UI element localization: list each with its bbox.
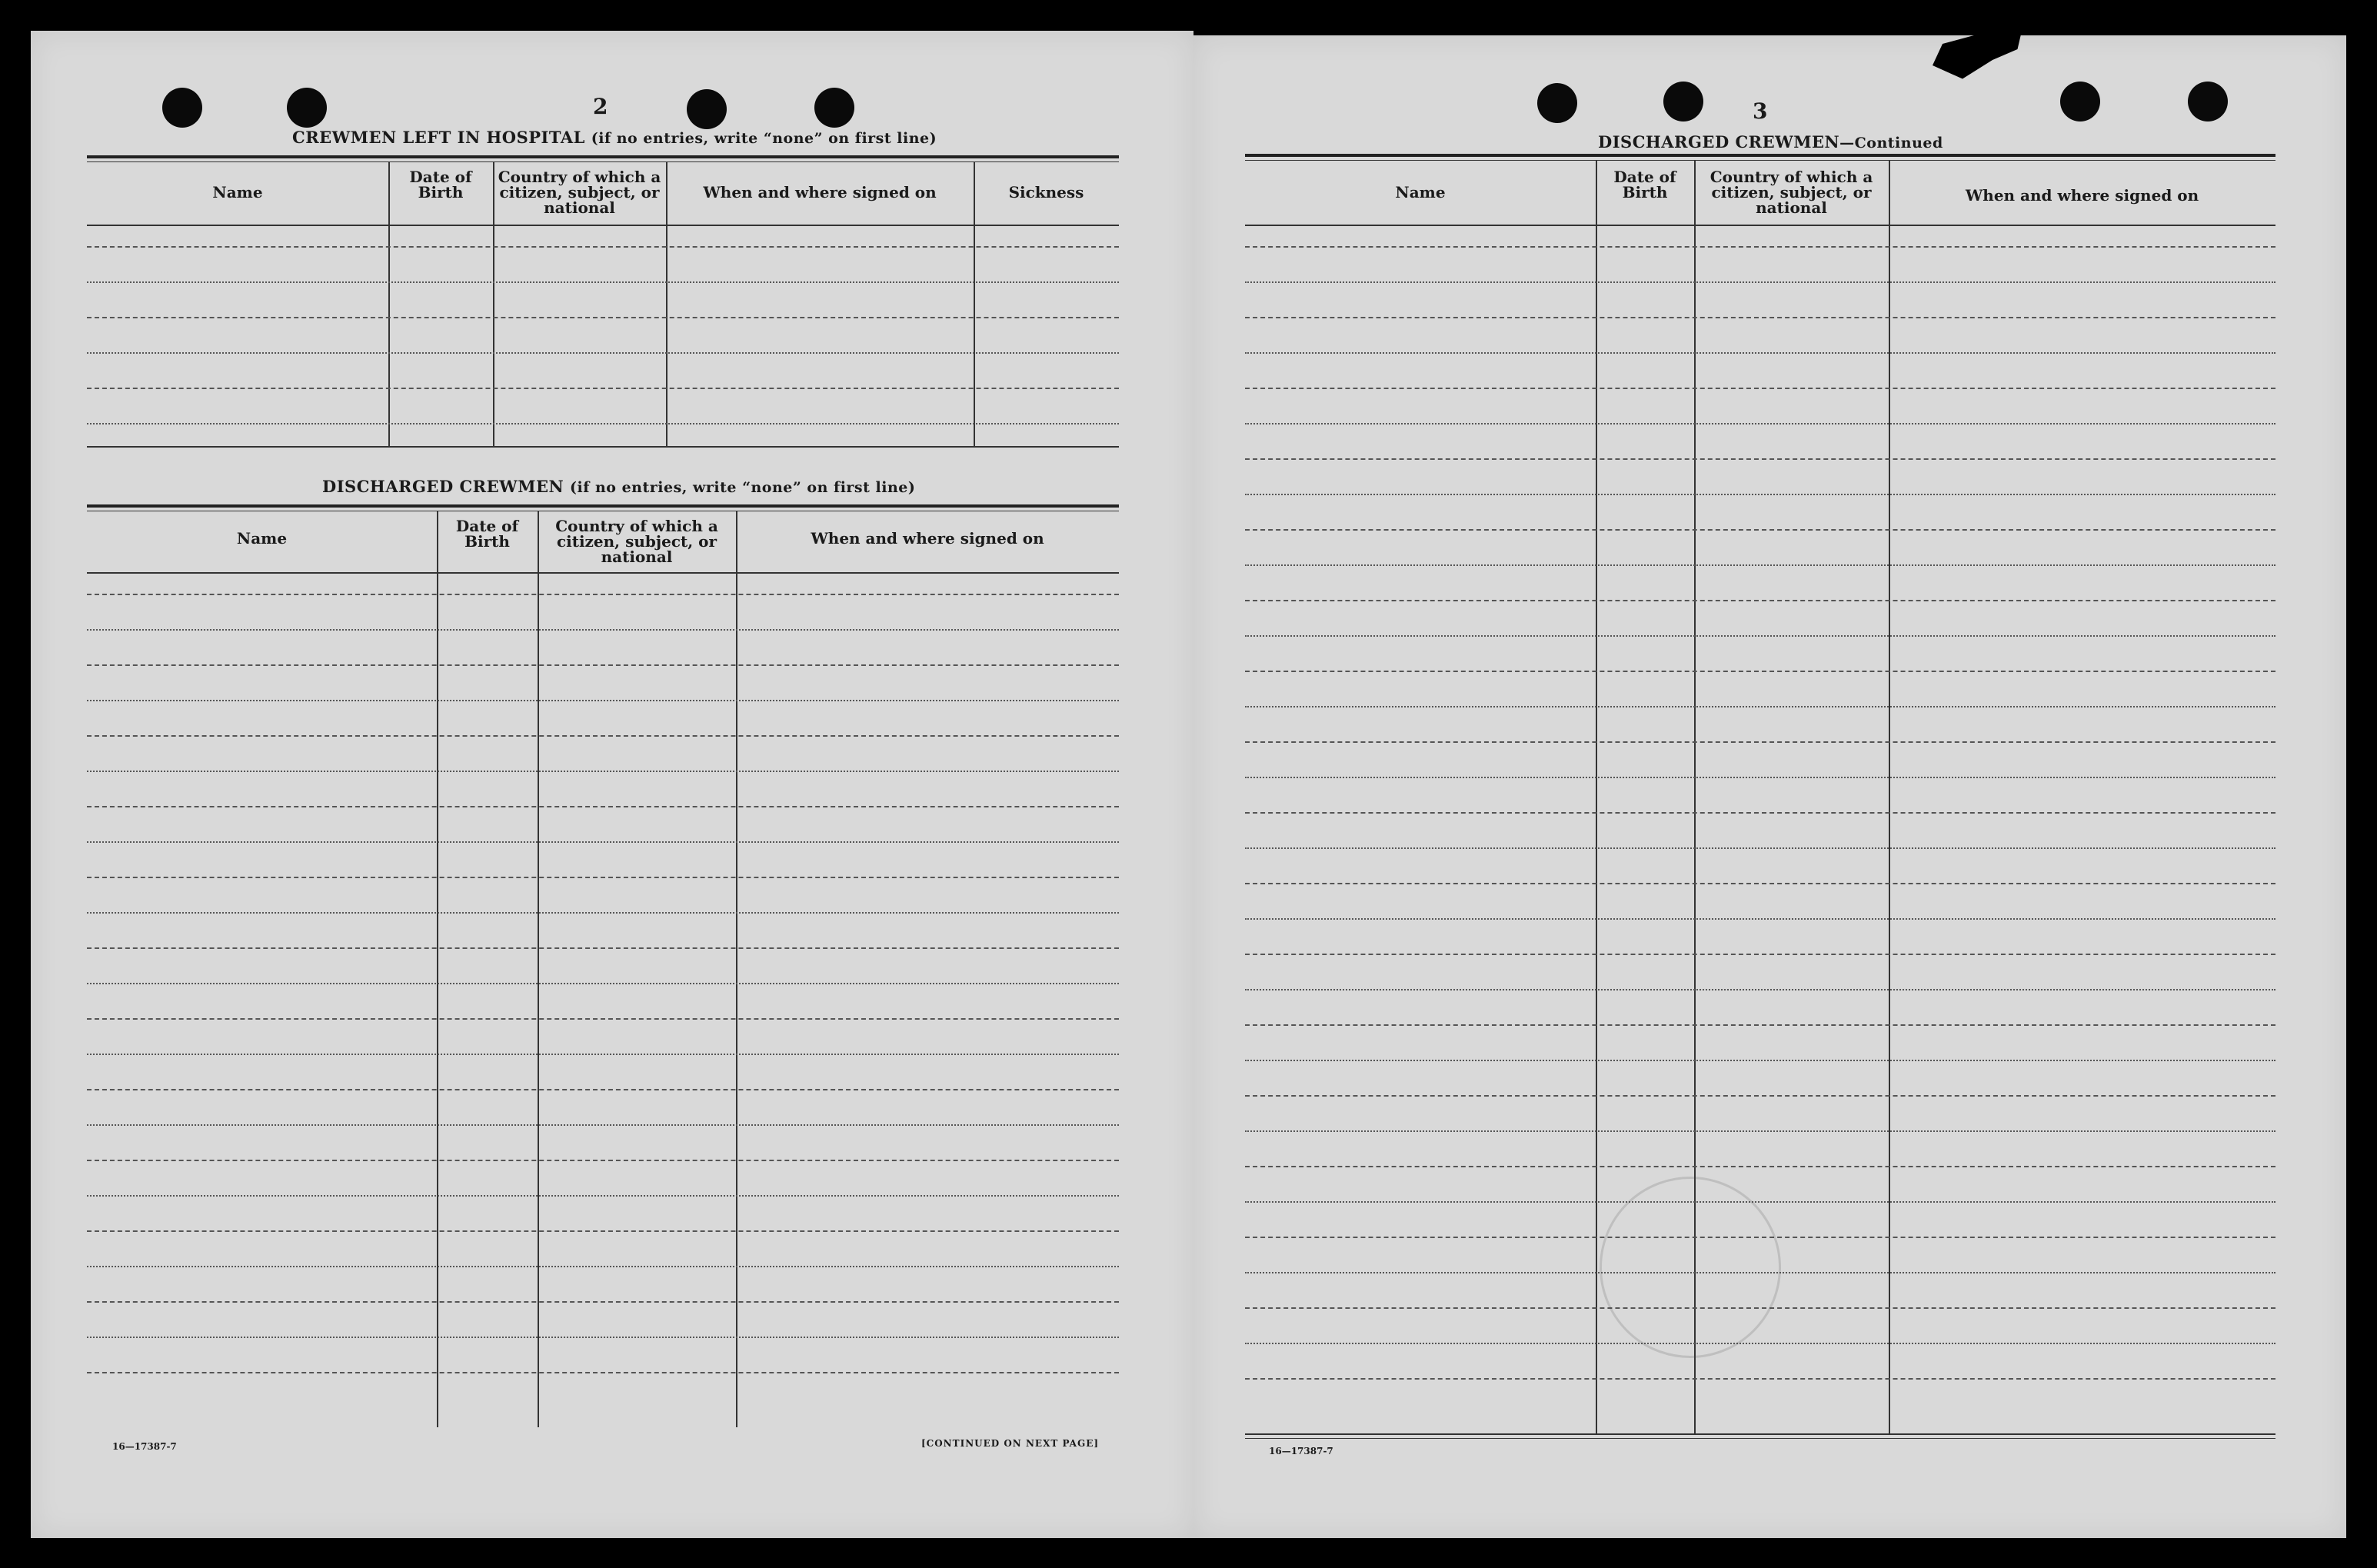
punch-hole (687, 89, 727, 129)
entry-line[interactable] (1245, 1095, 2275, 1097)
entry-line[interactable] (87, 806, 1119, 807)
entry-line[interactable] (87, 1018, 1119, 1020)
punch-hole (2060, 82, 2100, 122)
entry-line[interactable] (87, 317, 1119, 318)
entry-line[interactable] (87, 912, 1119, 914)
entry-line[interactable] (1245, 317, 2275, 318)
column-header-date-of-birth: Date of Birth (1613, 168, 1676, 201)
form-code: 16—17387-7 (112, 1441, 177, 1452)
punch-hole (2188, 82, 2228, 122)
entry-line[interactable] (87, 1124, 1119, 1126)
entry-line[interactable] (87, 735, 1119, 737)
discharged-continued-title (1598, 132, 1943, 151)
entry-line[interactable] (1245, 458, 2275, 460)
entry-line[interactable] (87, 594, 1119, 595)
column-header-date-of-birth: Date of Birth (455, 517, 519, 551)
entry-line[interactable] (1245, 777, 2275, 778)
entry-line[interactable] (87, 841, 1119, 843)
column-header-date-of-birth: Date of Birth (409, 168, 472, 201)
entry-line[interactable] (1245, 529, 2275, 531)
punch-hole (1537, 83, 1577, 123)
discharged-title-text: DISCHARGED CREWMEN (322, 477, 564, 496)
entry-line[interactable] (1245, 1024, 2275, 1026)
hospital-subtitle-text: (if no entries, write “none” on first line) (591, 130, 937, 147)
column-header-country: Country of which a citizen, subject, or national (498, 168, 661, 217)
entry-line[interactable] (1245, 1130, 2275, 1132)
faded-stamp (1600, 1177, 1781, 1358)
entry-line[interactable] (1245, 423, 2275, 424)
entry-line[interactable] (1245, 1166, 2275, 1167)
punch-hole (162, 88, 202, 128)
hospital-title-text: CREWMEN LEFT IN HOSPITAL (292, 128, 585, 147)
column-header-name: Name (212, 183, 263, 201)
entry-line[interactable] (1245, 883, 2275, 884)
column-header-signed-on: When and where signed on (811, 529, 1044, 548)
entry-line[interactable] (87, 352, 1119, 354)
entry-line[interactable] (1245, 812, 2275, 814)
page-number: 2 (593, 94, 608, 119)
entry-line[interactable] (87, 1372, 1119, 1373)
form-page-2 (31, 31, 1193, 1538)
entry-line[interactable] (87, 388, 1119, 389)
column-header-signed-on: When and where signed on (1965, 186, 2199, 205)
entry-line[interactable] (87, 1089, 1119, 1090)
entry-line[interactable] (87, 629, 1119, 631)
entry-line[interactable] (87, 281, 1119, 283)
hospital-section-title (292, 128, 937, 147)
entry-line[interactable] (87, 700, 1119, 701)
punch-hole (1663, 82, 1703, 122)
entry-line[interactable] (1245, 671, 2275, 672)
entry-line[interactable] (1245, 1060, 2275, 1061)
page-number: 3 (1753, 98, 1768, 124)
entry-line[interactable] (87, 983, 1119, 984)
punch-hole (287, 88, 327, 128)
entry-line[interactable] (87, 1195, 1119, 1197)
entry-line[interactable] (1245, 388, 2275, 389)
entry-line[interactable] (1245, 954, 2275, 955)
form-code: 16—17387-7 (1269, 1446, 1333, 1456)
continued-note: [CONTINUED ON NEXT PAGE] (921, 1438, 1100, 1449)
entry-line[interactable] (87, 947, 1119, 949)
punch-hole (814, 88, 854, 128)
entry-line[interactable] (1245, 741, 2275, 743)
entry-line[interactable] (87, 664, 1119, 666)
entry-line[interactable] (87, 1266, 1119, 1267)
entry-line[interactable] (87, 423, 1119, 424)
discharged-continued-title-text: DISCHARGED CREWMEN (1598, 132, 1840, 151)
entry-line[interactable] (87, 1337, 1119, 1338)
entry-line[interactable] (1245, 600, 2275, 601)
column-header-country: Country of which a citizen, subject, or national (555, 517, 718, 566)
entry-line[interactable] (1245, 918, 2275, 920)
entry-line[interactable] (87, 771, 1119, 772)
column-header-country: Country of which a citizen, subject, or national (1710, 168, 1873, 217)
entry-line[interactable] (87, 1160, 1119, 1161)
entry-line[interactable] (1245, 352, 2275, 354)
column-header-name: Name (236, 529, 288, 548)
column-header-name: Name (1395, 183, 1446, 201)
continued-label: —Continued (1839, 135, 1943, 151)
entry-line[interactable] (1245, 1378, 2275, 1380)
discharged-section-title (322, 477, 915, 496)
entry-line[interactable] (1245, 635, 2275, 637)
entry-line[interactable] (1245, 847, 2275, 849)
entry-line[interactable] (1245, 246, 2275, 248)
entry-line[interactable] (1245, 281, 2275, 283)
entry-line[interactable] (1245, 494, 2275, 495)
entry-line[interactable] (1245, 1343, 2275, 1344)
column-header-sickness: Sickness (1008, 183, 1084, 201)
entry-line[interactable] (87, 1054, 1119, 1055)
form-page-3 (1193, 35, 2346, 1538)
entry-line[interactable] (1245, 1201, 2275, 1203)
entry-line[interactable] (87, 1301, 1119, 1303)
column-header-signed-on: When and where signed on (703, 183, 937, 201)
entry-line[interactable] (1245, 706, 2275, 707)
entry-line[interactable] (1245, 989, 2275, 990)
discharged-subtitle-text: (if no entries, write “none” on first line) (569, 479, 916, 496)
entry-line[interactable] (87, 1230, 1119, 1232)
entry-line[interactable] (1245, 564, 2275, 566)
entry-line[interactable] (87, 877, 1119, 878)
entry-line[interactable] (87, 246, 1119, 248)
